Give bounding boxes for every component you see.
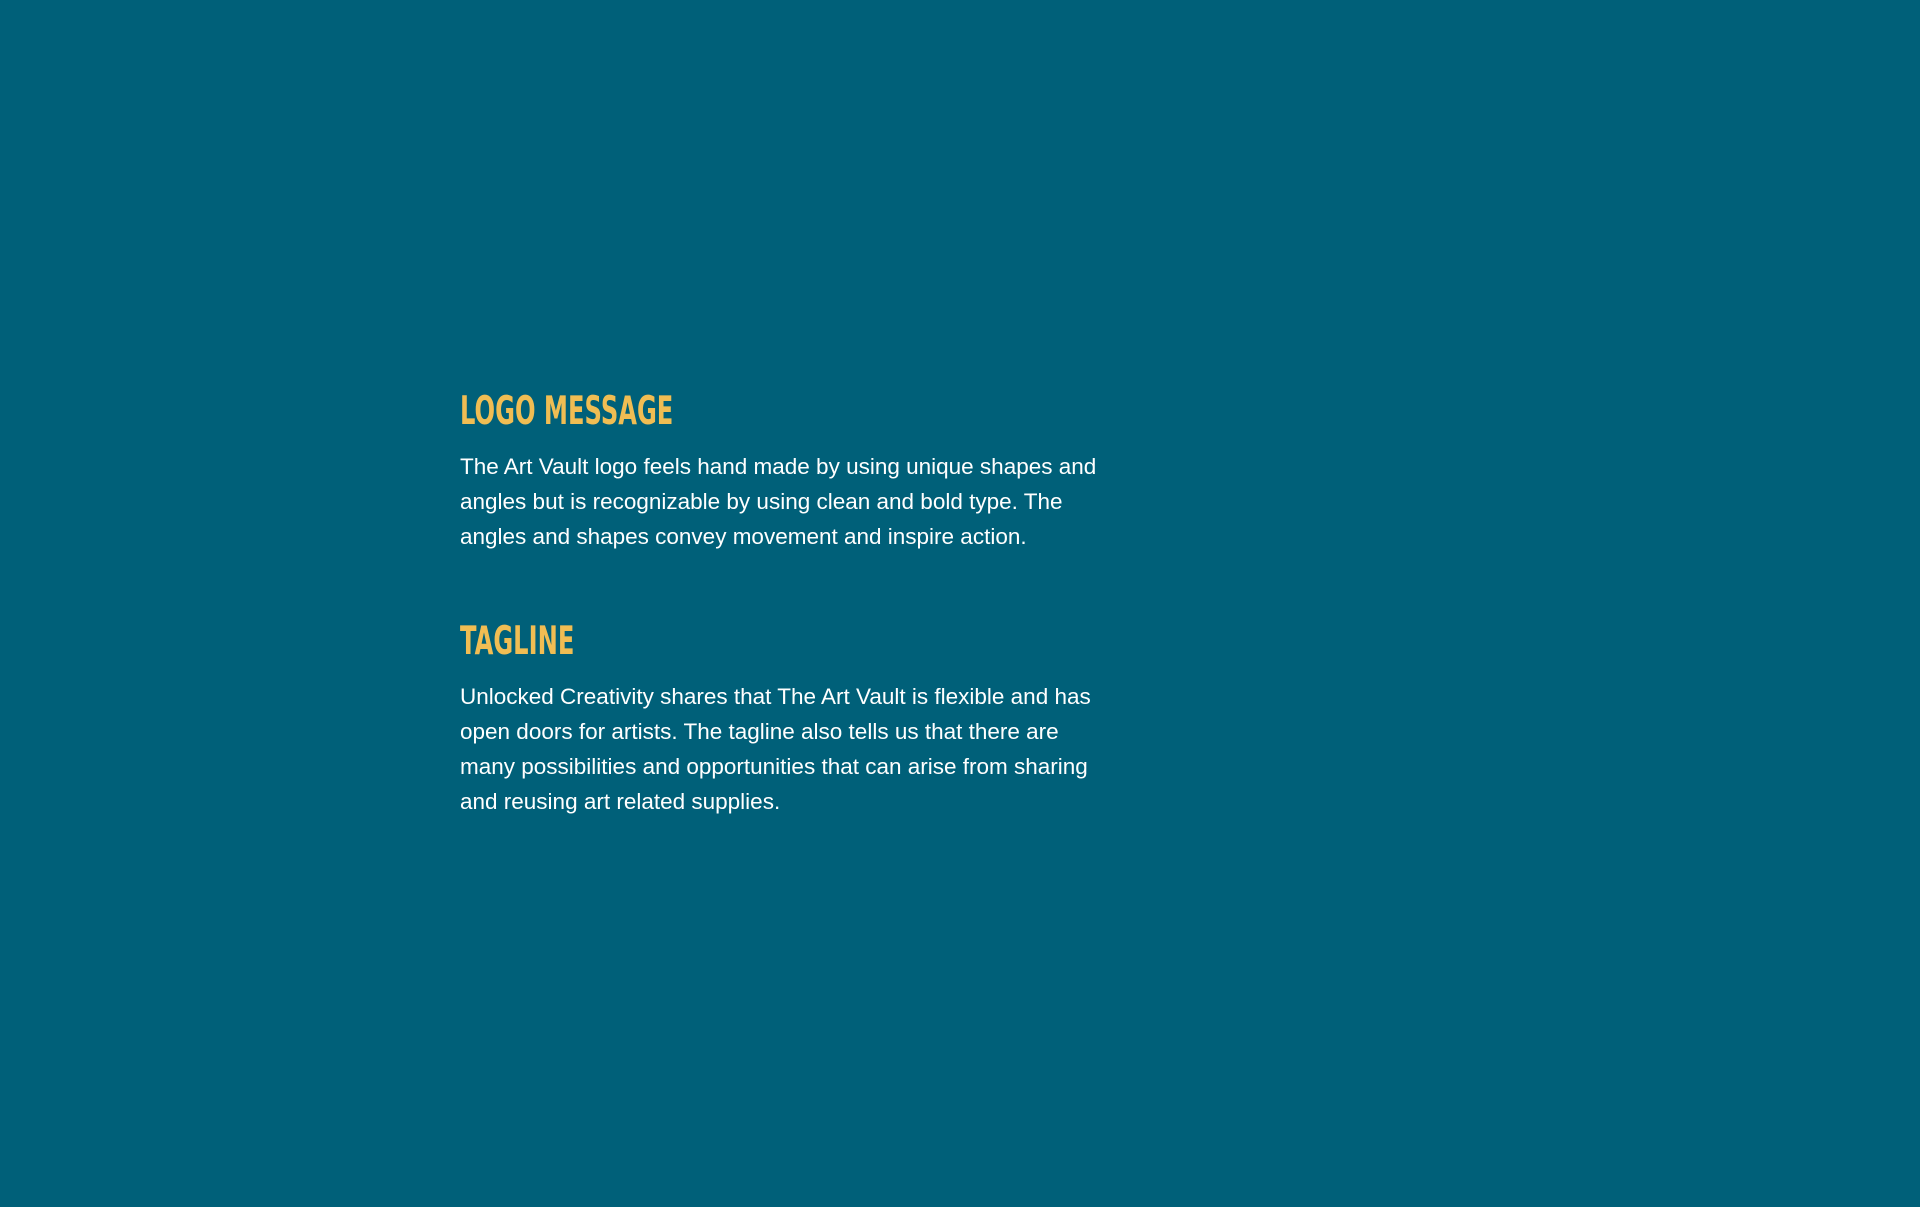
logo-message-heading: LOGO MESSAGE [460, 389, 674, 434]
tagline-section [460, 619, 1100, 819]
tagline-body: Unlocked Creativity shares that The Art Vault is flexible and has open doors for artists. The tagline also tells us that there are many possibilities and opportunities that can arise from sharing and reusing art related supplies. [460, 684, 1091, 814]
tagline-heading: TAGLINE [460, 619, 575, 664]
logo-message-section [460, 389, 1100, 554]
content-column [460, 389, 1100, 819]
logo-message-body: The Art Vault logo feels hand made by using unique shapes and angles but is recognizable by using clean and bold type. The angles and shapes convey movement and inspire action. [460, 454, 1097, 549]
